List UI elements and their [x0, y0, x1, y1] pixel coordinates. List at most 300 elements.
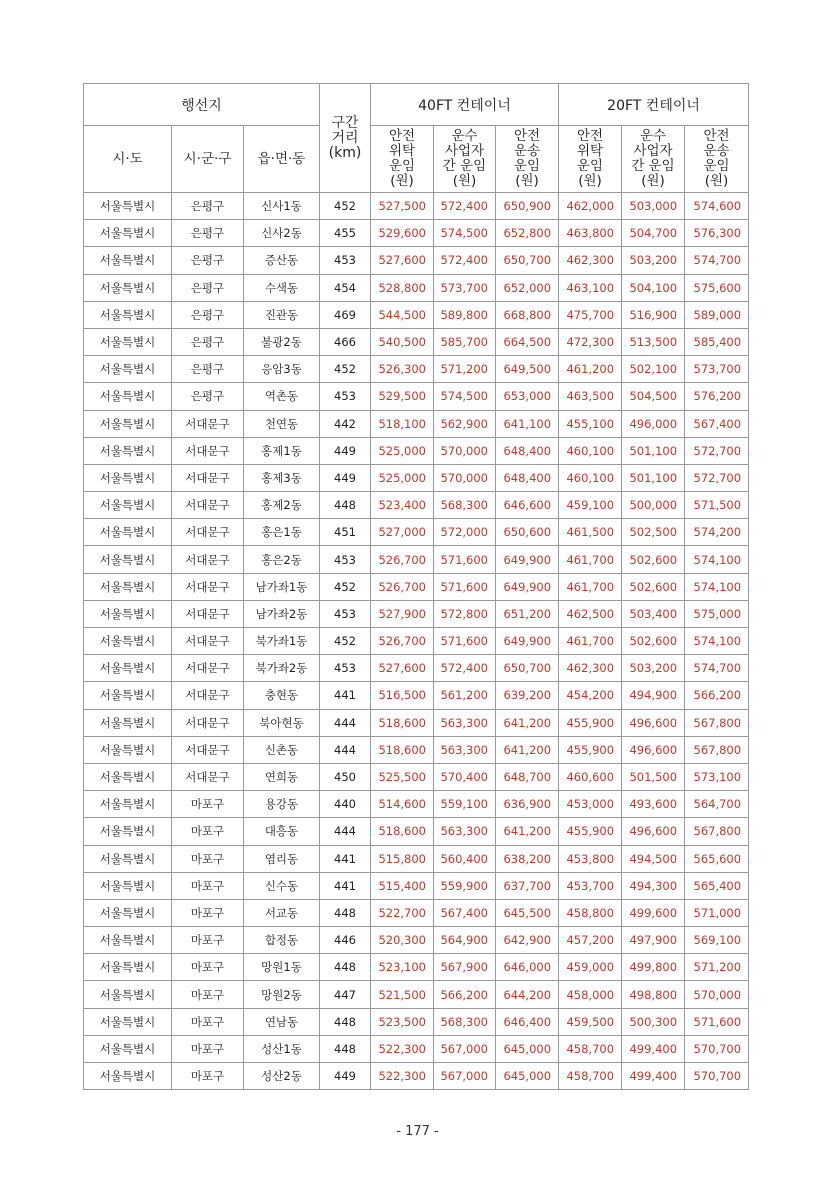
dong-cell: 용강동 — [244, 791, 320, 818]
sigungu-cell: 서대문구 — [172, 492, 244, 519]
rate-20ft-transport-cell: 565,600 — [685, 845, 749, 872]
sido-cell: 서울특별시 — [84, 655, 172, 682]
distance-cell: 447 — [320, 981, 371, 1008]
dong-cell: 신사2동 — [244, 220, 320, 247]
sido-cell: 서울특별시 — [84, 274, 172, 301]
distance-header-line: 구간 — [331, 114, 359, 131]
rate-40ft-consign-cell: 526,700 — [371, 573, 434, 600]
rate-40ft-transport-cell: 641,200 — [496, 709, 559, 736]
sigungu-cell: 서대문구 — [172, 546, 244, 573]
rate-20ft-transport-cell: 564,700 — [685, 791, 749, 818]
table-row — [84, 464, 749, 491]
rate-column-header-line: 사업자 — [633, 143, 673, 159]
rate-20ft-consign-cell: 460,100 — [559, 464, 622, 491]
rate-column-header-line: 운수 — [451, 128, 478, 144]
rate-40ft-carrier-cell: 563,300 — [434, 818, 496, 845]
table-header — [84, 84, 749, 193]
table-row — [84, 274, 749, 301]
rate-20ft-carrier-cell: 504,500 — [622, 383, 685, 410]
sigungu-cell: 서대문구 — [172, 736, 244, 763]
distance-cell: 452 — [320, 356, 371, 383]
sigungu-cell: 마포구 — [172, 927, 244, 954]
rate-20ft-consign-cell: 458,800 — [559, 899, 622, 926]
rate-20ft-consign-cell: 463,800 — [559, 220, 622, 247]
distance-cell: 453 — [320, 546, 371, 573]
sido-cell: 서울특별시 — [84, 791, 172, 818]
rate-20ft-carrier-cell: 502,600 — [622, 573, 685, 600]
sido-cell: 서울특별시 — [84, 600, 172, 627]
rate-20ft-transport-cell: 570,700 — [685, 1063, 749, 1090]
rate-40ft-consign-cell: 544,500 — [371, 301, 434, 328]
rate-20ft-carrier-cell: 499,800 — [622, 954, 685, 981]
sigungu-cell: 마포구 — [172, 954, 244, 981]
dong-cell: 신사1동 — [244, 193, 320, 220]
dong-cell: 홍제2동 — [244, 492, 320, 519]
rate-20ft-consign-cell: 461,700 — [559, 573, 622, 600]
rate-40ft-consign-cell: 520,300 — [371, 927, 434, 954]
rate-40ft-transport-cell: 645,000 — [496, 1063, 559, 1090]
rate-20ft-transport-cell: 574,600 — [685, 193, 749, 220]
dong-cell: 수색동 — [244, 274, 320, 301]
sido-cell: 서울특별시 — [84, 628, 172, 655]
rate-40ft-carrier-cell: 572,400 — [434, 655, 496, 682]
dong-cell: 망원2동 — [244, 981, 320, 1008]
rate-20ft-carrier-cell: 497,900 — [622, 927, 685, 954]
distance-header-line: 거리 — [331, 129, 359, 146]
rate-40ft-carrier-cell: 568,300 — [434, 1008, 496, 1035]
rate-column-header — [622, 126, 685, 193]
rate-20ft-consign-cell: 458,000 — [559, 981, 622, 1008]
rate-20ft-transport-cell: 573,100 — [685, 763, 749, 790]
rate-20ft-carrier-cell: 501,500 — [622, 763, 685, 790]
rate-40ft-consign-cell: 516,500 — [371, 682, 434, 709]
rate-40ft-consign-cell: 522,300 — [371, 1035, 434, 1062]
table-row — [84, 845, 749, 872]
sigungu-cell: 서대문구 — [172, 763, 244, 790]
rate-20ft-consign-cell: 455,900 — [559, 736, 622, 763]
rate-20ft-transport-cell: 567,400 — [685, 410, 749, 437]
rate-20ft-consign-cell: 460,600 — [559, 763, 622, 790]
dong-cell: 불광2동 — [244, 328, 320, 355]
sigungu-cell: 은평구 — [172, 220, 244, 247]
distance-cell: 440 — [320, 791, 371, 818]
rate-20ft-consign-cell: 455,900 — [559, 709, 622, 736]
distance-header-line: (km) — [328, 144, 362, 161]
dong-cell: 신촌동 — [244, 736, 320, 763]
sido-cell: 서울특별시 — [84, 1008, 172, 1035]
table-row — [84, 492, 749, 519]
rate-40ft-carrier-cell: 567,900 — [434, 954, 496, 981]
dong-cell: 북가좌2동 — [244, 655, 320, 682]
rate-20ft-carrier-cell: 496,600 — [622, 736, 685, 763]
rate-40ft-transport-cell: 651,200 — [496, 600, 559, 627]
rate-40ft-consign-cell: 523,400 — [371, 492, 434, 519]
rate-40ft-transport-cell: 650,700 — [496, 247, 559, 274]
distance-cell: 441 — [320, 845, 371, 872]
rate-20ft-carrier-cell: 502,600 — [622, 546, 685, 573]
table-row — [84, 437, 749, 464]
rate-20ft-consign-cell: 463,100 — [559, 274, 622, 301]
table-row — [84, 872, 749, 899]
sido-cell: 서울특별시 — [84, 899, 172, 926]
rate-20ft-carrier-cell: 494,500 — [622, 845, 685, 872]
sido-cell: 서울특별시 — [84, 573, 172, 600]
dong-cell: 홍제3동 — [244, 464, 320, 491]
distance-cell: 450 — [320, 763, 371, 790]
table-row — [84, 410, 749, 437]
sigungu-cell: 마포구 — [172, 872, 244, 899]
dong-cell: 남가좌1동 — [244, 573, 320, 600]
sigungu-cell: 서대문구 — [172, 437, 244, 464]
distance-cell: 441 — [320, 872, 371, 899]
dong-cell: 남가좌2동 — [244, 600, 320, 627]
sido-cell: 서울특별시 — [84, 709, 172, 736]
rate-20ft-carrier-cell: 502,600 — [622, 628, 685, 655]
distance-cell: 466 — [320, 328, 371, 355]
rate-20ft-consign-cell: 455,100 — [559, 410, 622, 437]
rate-20ft-transport-cell: 567,800 — [685, 818, 749, 845]
sido-cell: 서울특별시 — [84, 845, 172, 872]
dong-cell: 천연동 — [244, 410, 320, 437]
rate-20ft-transport-cell: 571,200 — [685, 954, 749, 981]
dong-cell: 신수동 — [244, 872, 320, 899]
table-row — [84, 328, 749, 355]
rate-column-header — [559, 126, 622, 193]
rate-20ft-carrier-cell: 503,200 — [622, 247, 685, 274]
table-row — [84, 682, 749, 709]
table-row — [84, 519, 749, 546]
distance-cell: 448 — [320, 492, 371, 519]
rate-20ft-consign-cell: 462,300 — [559, 247, 622, 274]
rate-20ft-carrier-cell: 494,300 — [622, 872, 685, 899]
sigungu-cell: 마포구 — [172, 1063, 244, 1090]
rate-40ft-carrier-cell: 563,300 — [434, 736, 496, 763]
rate-column-header-line: 간 운임 — [631, 158, 675, 174]
rate-40ft-carrier-cell: 572,000 — [434, 519, 496, 546]
sido-cell: 서울특별시 — [84, 328, 172, 355]
dong-cell: 진관동 — [244, 301, 320, 328]
rate-40ft-consign-cell: 529,600 — [371, 220, 434, 247]
rate-40ft-consign-cell: 518,600 — [371, 709, 434, 736]
rate-20ft-consign-cell: 455,900 — [559, 818, 622, 845]
sido-cell: 서울특별시 — [84, 763, 172, 790]
dong-cell: 합정동 — [244, 927, 320, 954]
sido-cell: 서울특별시 — [84, 818, 172, 845]
rate-20ft-carrier-cell: 499,400 — [622, 1063, 685, 1090]
table-row — [84, 709, 749, 736]
rate-column-header-line: 운수 — [639, 128, 667, 144]
dong-cell: 홍은2동 — [244, 546, 320, 573]
sigungu-cell: 마포구 — [172, 1008, 244, 1035]
rate-40ft-transport-cell: 641,100 — [496, 410, 559, 437]
rate-40ft-transport-cell: 668,800 — [496, 301, 559, 328]
freight-rate-table — [83, 83, 749, 1090]
sigungu-cell: 서대문구 — [172, 464, 244, 491]
table-row — [84, 356, 749, 383]
rate-20ft-transport-cell: 574,700 — [685, 247, 749, 274]
sido-cell: 서울특별시 — [84, 981, 172, 1008]
table-row — [84, 193, 749, 220]
rate-40ft-consign-cell: 527,500 — [371, 193, 434, 220]
sido-cell: 서울특별시 — [84, 356, 172, 383]
sido-cell: 서울특별시 — [84, 410, 172, 437]
sido-cell: 서울특별시 — [84, 437, 172, 464]
rate-20ft-consign-cell: 462,500 — [559, 600, 622, 627]
sigungu-cell: 서대문구 — [172, 519, 244, 546]
table-row — [84, 954, 749, 981]
rate-20ft-transport-cell: 574,200 — [685, 519, 749, 546]
dong-cell: 북아현동 — [244, 709, 320, 736]
rate-40ft-consign-cell: 527,000 — [371, 519, 434, 546]
rate-20ft-transport-cell: 571,600 — [685, 1008, 749, 1035]
rate-20ft-transport-cell: 565,400 — [685, 872, 749, 899]
rate-20ft-carrier-cell: 500,000 — [622, 492, 685, 519]
rate-40ft-consign-cell: 523,500 — [371, 1008, 434, 1035]
table-row — [84, 1035, 749, 1062]
table-row — [84, 818, 749, 845]
rate-20ft-transport-cell: 574,100 — [685, 546, 749, 573]
rate-40ft-transport-cell: 649,500 — [496, 356, 559, 383]
rate-20ft-carrier-cell: 494,900 — [622, 682, 685, 709]
rate-40ft-carrier-cell: 570,000 — [434, 437, 496, 464]
sigungu-cell: 서대문구 — [172, 682, 244, 709]
rate-20ft-carrier-cell: 516,900 — [622, 301, 685, 328]
rate-40ft-consign-cell: 525,000 — [371, 464, 434, 491]
rate-40ft-carrier-cell: 568,300 — [434, 492, 496, 519]
rate-40ft-carrier-cell: 560,400 — [434, 845, 496, 872]
sigungu-cell: 은평구 — [172, 356, 244, 383]
sigungu-cell: 서대문구 — [172, 709, 244, 736]
distance-cell: 452 — [320, 193, 371, 220]
rate-40ft-consign-cell: 527,600 — [371, 655, 434, 682]
sigungu-cell: 마포구 — [172, 791, 244, 818]
rate-40ft-carrier-cell: 572,400 — [434, 247, 496, 274]
rate-40ft-consign-cell: 529,500 — [371, 383, 434, 410]
sigungu-cell: 서대문구 — [172, 410, 244, 437]
table-row — [84, 1008, 749, 1035]
sigungu-cell: 마포구 — [172, 981, 244, 1008]
rate-20ft-consign-cell: 458,700 — [559, 1063, 622, 1090]
sido-cell: 서울특별시 — [84, 736, 172, 763]
rate-20ft-transport-cell: 570,700 — [685, 1035, 749, 1062]
rate-40ft-transport-cell: 649,900 — [496, 546, 559, 573]
rate-40ft-carrier-cell: 563,300 — [434, 709, 496, 736]
rate-20ft-carrier-cell: 503,200 — [622, 655, 685, 682]
rate-40ft-carrier-cell: 567,000 — [434, 1035, 496, 1062]
table-body — [84, 193, 749, 1090]
rate-40ft-carrier-cell: 572,400 — [434, 193, 496, 220]
rate-20ft-consign-cell: 459,100 — [559, 492, 622, 519]
rate-20ft-transport-cell: 566,200 — [685, 682, 749, 709]
rate-20ft-consign-cell: 463,500 — [559, 383, 622, 410]
distance-cell: 452 — [320, 573, 371, 600]
rate-40ft-consign-cell: 515,400 — [371, 872, 434, 899]
rate-20ft-consign-cell: 461,500 — [559, 519, 622, 546]
rate-column-header-line: 안전 — [703, 128, 730, 144]
rate-40ft-carrier-cell: 589,800 — [434, 301, 496, 328]
rate-column-header-line: 사업자 — [444, 143, 485, 159]
distance-cell: 455 — [320, 220, 371, 247]
dong-cell: 대흥동 — [244, 818, 320, 845]
rate-20ft-carrier-cell: 503,400 — [622, 600, 685, 627]
distance-cell: 444 — [320, 818, 371, 845]
distance-cell: 448 — [320, 1008, 371, 1035]
rate-20ft-carrier-cell: 499,400 — [622, 1035, 685, 1062]
rate-40ft-transport-cell: 650,600 — [496, 519, 559, 546]
table-row — [84, 763, 749, 790]
distance-cell: 469 — [320, 301, 371, 328]
rate-20ft-consign-cell: 462,300 — [559, 655, 622, 682]
table-row — [84, 736, 749, 763]
rate-column-header-line: 운임 — [703, 158, 730, 174]
rate-20ft-consign-cell: 461,700 — [559, 546, 622, 573]
rate-column-header-line: 안전 — [576, 128, 604, 144]
distance-cell: 453 — [320, 247, 371, 274]
table-row — [84, 981, 749, 1008]
rate-40ft-carrier-cell: 561,200 — [434, 682, 496, 709]
rate-20ft-carrier-cell: 502,500 — [622, 519, 685, 546]
rate-40ft-transport-cell: 641,200 — [496, 736, 559, 763]
rate-40ft-carrier-cell: 571,600 — [434, 546, 496, 573]
rate-20ft-consign-cell: 453,700 — [559, 872, 622, 899]
dong-cell: 연남동 — [244, 1008, 320, 1035]
eupmyeondong-header: 읍·면·동 — [244, 126, 320, 193]
distance-cell: 449 — [320, 1063, 371, 1090]
sido-cell: 서울특별시 — [84, 383, 172, 410]
distance-cell: 451 — [320, 519, 371, 546]
sido-header: 시·도 — [84, 126, 172, 193]
sido-cell: 서울특별시 — [84, 492, 172, 519]
distance-cell: 446 — [320, 927, 371, 954]
rate-40ft-transport-cell: 646,000 — [496, 954, 559, 981]
sido-cell: 서울특별시 — [84, 872, 172, 899]
rate-20ft-transport-cell: 572,700 — [685, 464, 749, 491]
rate-20ft-carrier-cell: 501,100 — [622, 464, 685, 491]
rate-column-header-line: 운송 — [513, 143, 541, 159]
rate-column-header-line: 운임 — [576, 158, 604, 174]
rate-40ft-carrier-cell: 559,900 — [434, 872, 496, 899]
rate-20ft-consign-cell: 461,700 — [559, 628, 622, 655]
rate-40ft-transport-cell: 650,900 — [496, 193, 559, 220]
rate-column-header-line: (원) — [515, 173, 539, 189]
rate-20ft-transport-cell: 572,700 — [685, 437, 749, 464]
rate-20ft-transport-cell: 573,700 — [685, 356, 749, 383]
rate-20ft-transport-cell: 574,100 — [685, 628, 749, 655]
dong-cell: 염리동 — [244, 845, 320, 872]
rate-20ft-consign-cell: 461,200 — [559, 356, 622, 383]
rate-20ft-consign-cell: 453,800 — [559, 845, 622, 872]
distance-cell: 449 — [320, 437, 371, 464]
rate-column-header-line: (원) — [578, 173, 602, 189]
rate-20ft-transport-cell: 585,400 — [685, 328, 749, 355]
rate-40ft-consign-cell: 527,600 — [371, 247, 434, 274]
rate-20ft-carrier-cell: 500,300 — [622, 1008, 685, 1035]
sido-cell: 서울특별시 — [84, 519, 172, 546]
sigungu-cell: 마포구 — [172, 818, 244, 845]
rate-40ft-transport-cell: 645,500 — [496, 899, 559, 926]
rate-column-header-line: 안전 — [513, 128, 541, 144]
rate-20ft-carrier-cell: 499,600 — [622, 899, 685, 926]
table-row — [84, 220, 749, 247]
sido-cell: 서울특별시 — [84, 464, 172, 491]
sigungu-cell: 서대문구 — [172, 600, 244, 627]
page-number: - 177 - — [396, 1124, 439, 1139]
sido-cell: 서울특별시 — [84, 301, 172, 328]
rate-40ft-consign-cell: 521,500 — [371, 981, 434, 1008]
rate-column-header — [434, 126, 496, 193]
rate-40ft-carrier-cell: 571,600 — [434, 628, 496, 655]
rate-20ft-transport-cell: 570,000 — [685, 981, 749, 1008]
rate-40ft-transport-cell: 648,400 — [496, 464, 559, 491]
table-row — [84, 600, 749, 627]
rate-column-header-line: (원) — [641, 173, 665, 189]
dong-cell: 성산1동 — [244, 1035, 320, 1062]
rate-20ft-transport-cell: 576,200 — [685, 383, 749, 410]
sigungu-cell: 은평구 — [172, 383, 244, 410]
rate-40ft-consign-cell: 526,700 — [371, 546, 434, 573]
sigungu-header: 시·군·구 — [172, 126, 244, 193]
rate-40ft-consign-cell: 540,500 — [371, 328, 434, 355]
dong-cell: 서교동 — [244, 899, 320, 926]
rate-40ft-consign-cell: 518,100 — [371, 410, 434, 437]
rate-40ft-transport-cell: 644,200 — [496, 981, 559, 1008]
rate-40ft-consign-cell: 515,800 — [371, 845, 434, 872]
rate-20ft-transport-cell: 575,600 — [685, 274, 749, 301]
rate-40ft-carrier-cell: 571,200 — [434, 356, 496, 383]
distance-header — [320, 84, 371, 193]
dong-cell: 응암3동 — [244, 356, 320, 383]
route-header: 행선지 — [84, 84, 320, 126]
rate-40ft-consign-cell: 518,600 — [371, 818, 434, 845]
sigungu-cell: 은평구 — [172, 247, 244, 274]
rate-20ft-carrier-cell: 493,600 — [622, 791, 685, 818]
table-row — [84, 1063, 749, 1090]
distance-cell: 444 — [320, 709, 371, 736]
rate-20ft-transport-cell: 574,100 — [685, 573, 749, 600]
dong-cell: 연희동 — [244, 763, 320, 790]
rate-20ft-transport-cell: 567,800 — [685, 709, 749, 736]
sido-cell: 서울특별시 — [84, 193, 172, 220]
rate-40ft-consign-cell: 525,500 — [371, 763, 434, 790]
rate-40ft-carrier-cell: 572,800 — [434, 600, 496, 627]
dong-cell: 성산2동 — [244, 1063, 320, 1090]
rate-20ft-consign-cell: 460,100 — [559, 437, 622, 464]
rate-column-header-line: 위탁 — [576, 143, 604, 159]
sido-cell: 서울특별시 — [84, 220, 172, 247]
rate-20ft-carrier-cell: 496,000 — [622, 410, 685, 437]
rate-20ft-consign-cell: 475,700 — [559, 301, 622, 328]
sigungu-cell: 서대문구 — [172, 573, 244, 600]
distance-cell: 453 — [320, 600, 371, 627]
rate-40ft-consign-cell: 526,700 — [371, 628, 434, 655]
rate-40ft-consign-cell: 522,300 — [371, 1063, 434, 1090]
dong-cell: 홍제1동 — [244, 437, 320, 464]
rate-40ft-transport-cell: 646,400 — [496, 1008, 559, 1035]
table-row — [84, 546, 749, 573]
rate-40ft-transport-cell: 641,200 — [496, 818, 559, 845]
rate-40ft-consign-cell: 525,000 — [371, 437, 434, 464]
rate-40ft-carrier-cell: 573,700 — [434, 274, 496, 301]
rate-20ft-carrier-cell: 502,100 — [622, 356, 685, 383]
rate-40ft-transport-cell: 637,700 — [496, 872, 559, 899]
table-row — [84, 899, 749, 926]
rate-40ft-transport-cell: 653,000 — [496, 383, 559, 410]
sido-cell: 서울특별시 — [84, 682, 172, 709]
table-row — [84, 791, 749, 818]
table-row — [84, 383, 749, 410]
rate-40ft-transport-cell: 652,800 — [496, 220, 559, 247]
rate-20ft-consign-cell: 459,500 — [559, 1008, 622, 1035]
